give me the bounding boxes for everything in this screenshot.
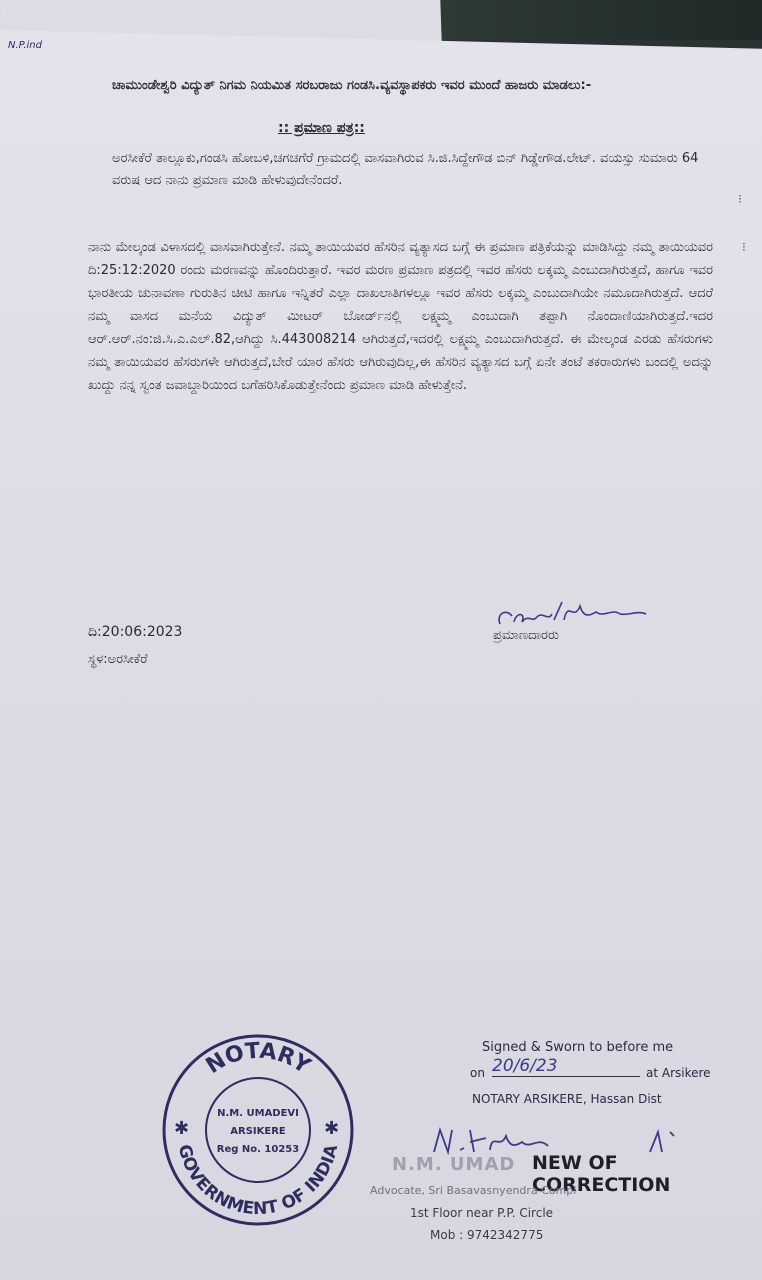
seal-reg-number: Reg No. 10253: [216, 1144, 300, 1155]
corner-note: N.P.ind: [8, 40, 42, 51]
stamp-phone: Mob : 9742342775: [430, 1228, 544, 1242]
attestation-place: at Arsikere: [646, 1066, 711, 1080]
body-paragraph: ನಾನು ಮೇಲ್ಕಂಡ ವಿಳಾಸದಲ್ಲಿ ವಾಸವಾಗಿರುತ್ತೇನೆ. ನಮ್ಮ ತಾಯಿಯವರ ಹೆಸರಿನ ವ್ಯತ್ಯಾಸದ ಬಗ್ಗೆ ಈ ಪ್ರಮಾಣ ಪತ್ರಿಕೆಯನ್ನು ಮಾಡಿಸಿದ್ದು ನಮ್ಮ ತಾಯಿಯವರ ದಿ:25:12:2020 ರಂದು ಮರಣವನ್ನು ಹೊಂದಿರುತ್ತಾರೆ. ಇವರ ಮರಣ ಪ್ರಮಾಣ ಪತ್ರದಲ್ಲಿ ಇವರ ಹೆಸರು ಲಕ್ಕಮ್ಮ ಎಂಬುದಾಗಿರುತ್ತದೆ, ಹಾಗೂ ಇವರ ಭಾರತೀಯ ಚುನಾವಣಾ ಗುರುತಿನ ಚೀಟಿ ಹಾಗೂ ಇನ್ನಿತರೆ ಎಲ್ಲಾ ದಾಖಲಾತಿಗಳಲ್ಲೂ ಇವರ ಹೆಸರು ಲಕ್ಕಮ್ಮ ಎಂಬುದಾಗಿಯೇ ನಮೂದಾಗಿರುತ್ತದೆ. ಆದರೆ ನಮ್ಮ ವಾಸದ ಮನೆಯ ವಿದ್ಯುತ್ ಮೀಟರ್ ಬೋರ್ಡ್‌ನಲ್ಲಿ ಲಕ್ಷ್ಮಮ್ಮ ಎಂಬುದಾಗಿ ತಪ್ಪಾಗಿ ನೊಂದಾಣಿಯಾಗಿರುತ್ತದೆ.ಇದರ ಆರ್.ಆರ್.ನಂ:ಜಿ.ಸಿ.ಎ.ಎಲ್.82,ಆಗಿದ್ದು ಸಿ.443008214 ಆಗಿರುತ್ತದೆ,ಇದರಲ್ಲಿ ಲಕ್ಷ್ಮಮ್ಮ ಎಂಬುದಾಗಿರುತ್ತದೆ. ಈ ಮೇಲ್ಕಂಡ ಎರಡು ಹೆಸರುಗಳು ನಮ್ಮ ತಾಯಿಯವರ ಹೆಸರುಗಳೇ ಆಗಿರುತ್ತದೆ,ಬೇರೆ ಯಾರ ಹೆಸರು ಆಗಿರುವುದಿಲ್ಲ,ಈ ಹೆಸರಿನ ವ್ಯತ್ಯಾಸದ ಬಗ್ಗೆ ಏನೇ ತಂಟೆ ತಕರಾರುಗಳು ಬಂದಲ್ಲಿ ಅದನ್ನು ಖುದ್ದು ನನ್ನ ಸ್ವಂತ ಜವಾಬ್ದಾರಿಯಿಂದ ಬಗೆಹರಿಸಿಕೊಡುತ್ತೇನೆಂದು ಪ್ರಮಾಣ ಮಾಡಿ ಹೇಳುತ್ತೇನೆ.: [88, 240, 713, 393]
stamp-address-line-1: Advocate, Sri Basavasnyendra Compl: [370, 1184, 577, 1197]
notary-place: NOTARY ARSIKERE, Hassan Dist: [472, 1092, 662, 1106]
seal-notary-place: ARSIKERE: [230, 1126, 286, 1137]
document-date: ದಿ:20:06:2023: [88, 624, 183, 640]
seal-star-icon: ✱: [324, 1118, 340, 1139]
document-title: :: ಪ್ರಮಾಣ ಪತ್ರ::: [278, 120, 365, 136]
seal-bottom-text: GOVERNMENT OF INDIA: [173, 1142, 343, 1220]
margin-tick: ⁝: [738, 192, 742, 206]
attestation-on: on: [470, 1066, 485, 1080]
attestation-date: 20/6/23: [492, 1056, 640, 1077]
stamp-notary-name: N.M. UMAD: [392, 1154, 516, 1175]
stamp-address-line-2: 1st Floor near P.P. Circle: [410, 1206, 554, 1220]
document-place: ಸ್ಥಳ:ಅರಸೀಕೆರೆ: [88, 652, 148, 667]
stamp-correction-text: NEW OF CORRECTION: [532, 1152, 671, 1196]
intro-paragraph: ಅರಸೀಕೆರೆ ತಾಲ್ಲೂಕು,ಗಂಡಸಿ ಹೋಬಳಿ,ಚಗಚಗೆರೆ ಗ್ರಾಮದಲ್ಲಿ ವಾಸವಾಗಿರುವ ಸಿ.ಜಿ.ಸಿದ್ದೇಗೌಡ ಬಿನ್ ಗಿಡ್ಡೇಗೌಡ.ಲೇಟ್. ವಯಸ್ಸು ಸುಮಾರು 64 ವರುಷ ಆದ ನಾನು ಪ್ರಮಾಣ ಮಾಡಿ ಹೇಳುವುದೇನೆಂದರೆ.: [112, 151, 699, 188]
addressee-heading: ಚಾಮುಂಡೇಶ್ವರಿ ವಿದ್ಯುತ್ ನಿಗಮ ನಿಯಮಿತ ಸರಬರಾಜು ಗಂಡಸಿ.ವ್ಯವಸ್ಥಾಪಕರು ಇವರ ಮುಂದೆ ಹಾಜರು ಮಾಡಲು:-: [112, 78, 592, 93]
notary-seal: [148, 1030, 368, 1230]
declarant-label: ಪ್ರಮಾಣದಾರರು: [493, 628, 559, 643]
attestation-sworn: Signed & Sworn to before me: [482, 1040, 674, 1055]
seal-top-text: NOTARY: [201, 1038, 315, 1080]
seal-star-icon: ✱: [174, 1118, 190, 1139]
margin-tick: ⁝: [742, 240, 746, 254]
seal-notary-name: N.M. UMADEVI: [217, 1108, 299, 1119]
